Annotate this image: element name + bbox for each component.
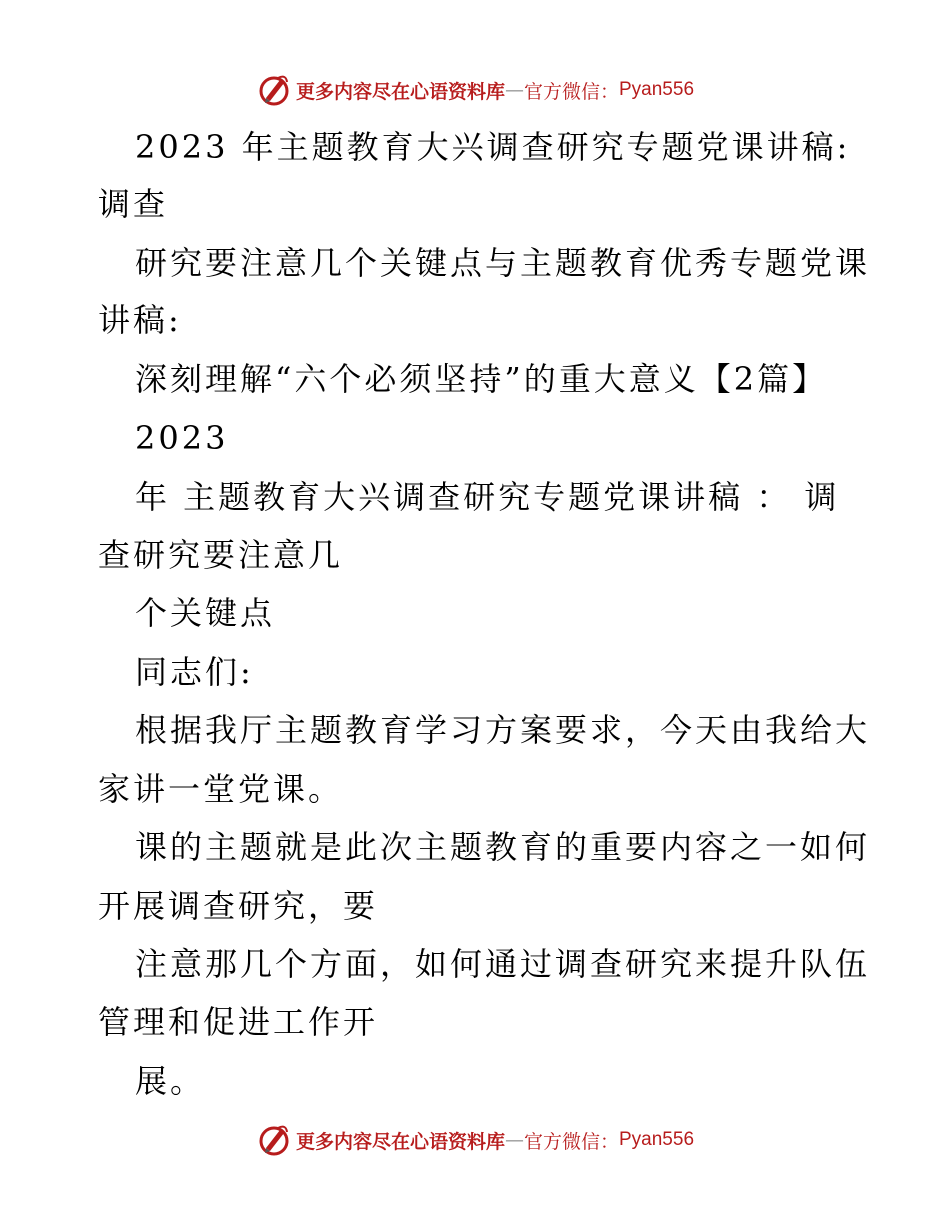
doc-paragraph-line: 同志们:: [135, 653, 254, 691]
doc-paragraph-line: 课的主题就是此次主题教育的重要内容之一如何: [135, 828, 871, 866]
banner-separator: —: [504, 1129, 524, 1151]
doc-title-line: 2023 年主题教育大兴调查研究专题党课讲稿:: [135, 128, 851, 166]
doc-paragraph-line: 家讲一堂党课。: [98, 770, 344, 808]
doc-paragraph-line: 展。: [135, 1062, 206, 1100]
doc-paragraph-line: 管理和促进工作开: [98, 1003, 379, 1041]
doc-title-line: 研究要注意几个关键点与主题教育优秀专题党课: [135, 244, 871, 282]
banner-wechat-label: 官方微信：: [523, 1130, 619, 1153]
banner-title: 更多内容尽在心语资料库: [295, 80, 505, 103]
doc-paragraph-line: 2023: [135, 419, 229, 457]
banner-wechat-id: Pyan556: [619, 79, 695, 100]
doc-paragraph-line: 查研究要注意几: [98, 536, 344, 574]
pen-circle-logo-icon: [256, 72, 292, 108]
banner-wechat-label: 官方微信：: [523, 80, 619, 103]
doc-paragraph-line: 根据我厅主题教育学习方案要求，今天由我给大: [135, 711, 871, 749]
doc-title-line: 讲稿:: [98, 301, 182, 339]
doc-paragraph-line: 年 主题教育大兴调查研究专题党课讲稿 ： 调: [135, 478, 840, 516]
doc-title-line: 调查: [98, 185, 169, 223]
doc-paragraph-line: 个关键点: [135, 594, 276, 632]
banner-wechat-id: Pyan556: [619, 1129, 695, 1150]
banner-title: 更多内容尽在心语资料库: [295, 1130, 505, 1153]
pen-circle-logo-icon: [256, 1122, 292, 1158]
header-banner: [0, 70, 950, 110]
banner-separator: —: [504, 79, 524, 101]
doc-paragraph-line: 开展调查研究，要: [98, 887, 379, 925]
doc-subtitle-line: 深刻理解“六个必须坚持”的重大意义【2篇】: [135, 360, 828, 398]
doc-paragraph-line: 注意那几个方面，如何通过调查研究来提升队伍: [135, 945, 871, 983]
footer-banner: [0, 1120, 950, 1160]
